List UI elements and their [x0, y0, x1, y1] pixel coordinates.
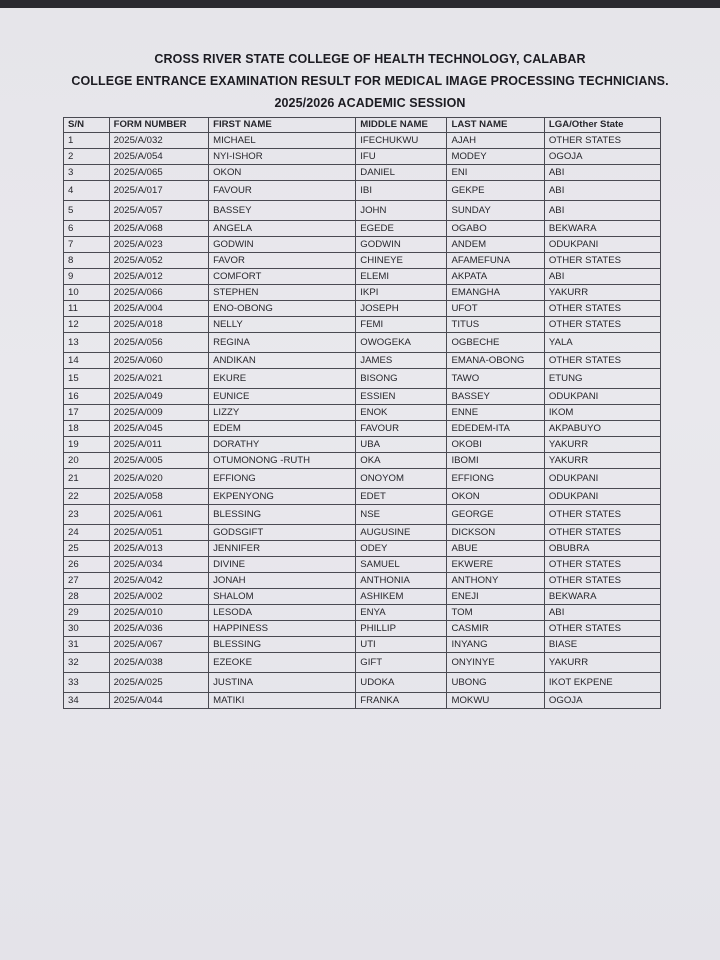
cell-sn: 14	[64, 353, 110, 369]
cell-first-name: BASSEY	[209, 201, 356, 221]
table-row	[64, 453, 661, 469]
cell-form-number: 2025/A/045	[109, 421, 209, 437]
cell-last-name: ENEJI	[447, 589, 544, 605]
cell-sn: 29	[64, 605, 110, 621]
table-row	[64, 525, 661, 541]
cell-middle-name: UTI	[356, 637, 447, 653]
cell-form-number: 2025/A/010	[109, 605, 209, 621]
cell-last-name: CASMIR	[447, 621, 544, 637]
cell-middle-name: NSE	[356, 505, 447, 525]
cell-lga: OTHER STATES	[544, 573, 660, 589]
cell-form-number: 2025/A/005	[109, 453, 209, 469]
cell-first-name: EDEM	[209, 421, 356, 437]
header-last-name: LAST NAME	[447, 118, 544, 133]
table-row	[64, 653, 661, 673]
cell-middle-name: EDET	[356, 489, 447, 505]
cell-first-name: NYI-ISHOR	[209, 149, 356, 165]
table-row	[64, 437, 661, 453]
table-row	[64, 693, 661, 709]
cell-middle-name: BISONG	[356, 369, 447, 389]
cell-last-name: EMANA-OBONG	[447, 353, 544, 369]
cell-form-number: 2025/A/036	[109, 621, 209, 637]
cell-middle-name: IKPI	[356, 285, 447, 301]
cell-first-name: BLESSING	[209, 637, 356, 653]
cell-sn: 1	[64, 133, 110, 149]
cell-middle-name: ESSIEN	[356, 389, 447, 405]
cell-last-name: MOKWU	[447, 693, 544, 709]
cell-form-number: 2025/A/002	[109, 589, 209, 605]
cell-lga: YALA	[544, 333, 660, 353]
cell-middle-name: PHILLIP	[356, 621, 447, 637]
cell-middle-name: JOSEPH	[356, 301, 447, 317]
cell-middle-name: ASHIKEM	[356, 589, 447, 605]
cell-first-name: EUNICE	[209, 389, 356, 405]
cell-form-number: 2025/A/038	[109, 653, 209, 673]
cell-middle-name: ONOYOM	[356, 469, 447, 489]
table-row	[64, 269, 661, 285]
cell-form-number: 2025/A/021	[109, 369, 209, 389]
cell-last-name: GEKPE	[447, 181, 544, 201]
cell-first-name: FAVOR	[209, 253, 356, 269]
cell-sn: 30	[64, 621, 110, 637]
cell-first-name: EKPENYONG	[209, 489, 356, 505]
cell-last-name: MODEY	[447, 149, 544, 165]
document-title: CROSS RIVER STATE COLLEGE OF HEALTH TECHNOLOGY, CALABAR	[154, 52, 586, 66]
cell-last-name: BASSEY	[447, 389, 544, 405]
cell-sn: 31	[64, 637, 110, 653]
table-row	[64, 541, 661, 557]
cell-sn: 24	[64, 525, 110, 541]
cell-last-name: ONYINYE	[447, 653, 544, 673]
table-header-row	[64, 118, 661, 133]
cell-last-name: GEORGE	[447, 505, 544, 525]
cell-middle-name: FRANKA	[356, 693, 447, 709]
table-body	[64, 133, 661, 709]
table-row	[64, 505, 661, 525]
table-row	[64, 557, 661, 573]
cell-last-name: ENNE	[447, 405, 544, 421]
cell-middle-name: GIFT	[356, 653, 447, 673]
cell-last-name: OKOBI	[447, 437, 544, 453]
paper-sheet	[0, 8, 720, 960]
table-row	[64, 621, 661, 637]
cell-last-name: UBONG	[447, 673, 544, 693]
cell-form-number: 2025/A/042	[109, 573, 209, 589]
cell-sn: 17	[64, 405, 110, 421]
cell-first-name: OKON	[209, 165, 356, 181]
cell-middle-name: ELEMI	[356, 269, 447, 285]
cell-middle-name: EGEDE	[356, 221, 447, 237]
cell-lga: YAKURR	[544, 437, 660, 453]
cell-first-name: BLESSING	[209, 505, 356, 525]
cell-first-name: LIZZY	[209, 405, 356, 421]
cell-middle-name: ANTHONIA	[356, 573, 447, 589]
cell-first-name: JENNIFER	[209, 541, 356, 557]
cell-sn: 8	[64, 253, 110, 269]
table-row	[64, 637, 661, 653]
cell-sn: 11	[64, 301, 110, 317]
cell-first-name: ANGELA	[209, 221, 356, 237]
table-row	[64, 369, 661, 389]
cell-form-number: 2025/A/020	[109, 469, 209, 489]
cell-lga: OGOJA	[544, 693, 660, 709]
cell-first-name: GODWIN	[209, 237, 356, 253]
cell-sn: 15	[64, 369, 110, 389]
cell-sn: 16	[64, 389, 110, 405]
cell-last-name: EKWERE	[447, 557, 544, 573]
table-row	[64, 489, 661, 505]
cell-form-number: 2025/A/061	[109, 505, 209, 525]
cell-middle-name: FEMI	[356, 317, 447, 333]
cell-form-number: 2025/A/025	[109, 673, 209, 693]
cell-sn: 26	[64, 557, 110, 573]
cell-first-name: EFFIONG	[209, 469, 356, 489]
cell-middle-name: GODWIN	[356, 237, 447, 253]
table-row	[64, 201, 661, 221]
cell-last-name: EDEDEM-ITA	[447, 421, 544, 437]
cell-last-name: ENI	[447, 165, 544, 181]
cell-form-number: 2025/A/066	[109, 285, 209, 301]
cell-last-name: ANDEM	[447, 237, 544, 253]
cell-lga: BEKWARA	[544, 221, 660, 237]
results-table	[63, 117, 661, 709]
cell-last-name: ANTHONY	[447, 573, 544, 589]
cell-lga: OBUBRA	[544, 541, 660, 557]
cell-form-number: 2025/A/044	[109, 693, 209, 709]
table-row	[64, 673, 661, 693]
cell-last-name: SUNDAY	[447, 201, 544, 221]
cell-middle-name: DANIEL	[356, 165, 447, 181]
cell-lga: OTHER STATES	[544, 133, 660, 149]
cell-last-name: EMANGHA	[447, 285, 544, 301]
table-row	[64, 165, 661, 181]
cell-form-number: 2025/A/068	[109, 221, 209, 237]
cell-sn: 18	[64, 421, 110, 437]
cell-middle-name: ENYA	[356, 605, 447, 621]
cell-lga: IKOT EKPENE	[544, 673, 660, 693]
cell-last-name: EFFIONG	[447, 469, 544, 489]
cell-lga: OGOJA	[544, 149, 660, 165]
cell-first-name: JUSTINA	[209, 673, 356, 693]
cell-lga: AKPABUYO	[544, 421, 660, 437]
table-row	[64, 221, 661, 237]
cell-form-number: 2025/A/012	[109, 269, 209, 285]
cell-lga: OTHER STATES	[544, 353, 660, 369]
cell-form-number: 2025/A/017	[109, 181, 209, 201]
cell-middle-name: CHINEYE	[356, 253, 447, 269]
cell-last-name: DICKSON	[447, 525, 544, 541]
cell-form-number: 2025/A/032	[109, 133, 209, 149]
table-row	[64, 149, 661, 165]
cell-sn: 20	[64, 453, 110, 469]
cell-sn: 25	[64, 541, 110, 557]
cell-first-name: DIVINE	[209, 557, 356, 573]
cell-lga: IKOM	[544, 405, 660, 421]
cell-middle-name: IFECHUKWU	[356, 133, 447, 149]
cell-form-number: 2025/A/011	[109, 437, 209, 453]
cell-first-name: EZEOKE	[209, 653, 356, 673]
cell-lga: BIASE	[544, 637, 660, 653]
cell-lga: ETUNG	[544, 369, 660, 389]
cell-middle-name: OKA	[356, 453, 447, 469]
cell-first-name: STEPHEN	[209, 285, 356, 301]
cell-first-name: FAVOUR	[209, 181, 356, 201]
cell-sn: 33	[64, 673, 110, 693]
table-row	[64, 301, 661, 317]
cell-first-name: DORATHY	[209, 437, 356, 453]
cell-middle-name: IBI	[356, 181, 447, 201]
cell-last-name: IBOMI	[447, 453, 544, 469]
cell-lga: YAKURR	[544, 453, 660, 469]
header-form-number: FORM NUMBER	[109, 118, 209, 133]
cell-last-name: INYANG	[447, 637, 544, 653]
cell-form-number: 2025/A/051	[109, 525, 209, 541]
cell-middle-name: UDOKA	[356, 673, 447, 693]
header-first-name: FIRST NAME	[209, 118, 356, 133]
cell-first-name: REGINA	[209, 333, 356, 353]
cell-sn: 12	[64, 317, 110, 333]
cell-form-number: 2025/A/018	[109, 317, 209, 333]
header-lga: LGA/Other State	[544, 118, 660, 133]
academic-session: 2025/2026 ACADEMIC SESSION	[274, 96, 466, 110]
cell-sn: 28	[64, 589, 110, 605]
cell-last-name: OKON	[447, 489, 544, 505]
table-row	[64, 589, 661, 605]
table-row	[64, 353, 661, 369]
cell-first-name: ANDIKAN	[209, 353, 356, 369]
table-row	[64, 333, 661, 353]
cell-last-name: TITUS	[447, 317, 544, 333]
cell-middle-name: IFU	[356, 149, 447, 165]
cell-first-name: HAPPINESS	[209, 621, 356, 637]
cell-last-name: ABUE	[447, 541, 544, 557]
cell-sn: 7	[64, 237, 110, 253]
cell-first-name: SHALOM	[209, 589, 356, 605]
table-row	[64, 181, 661, 201]
cell-form-number: 2025/A/056	[109, 333, 209, 353]
cell-form-number: 2025/A/023	[109, 237, 209, 253]
cell-form-number: 2025/A/058	[109, 489, 209, 505]
cell-last-name: TOM	[447, 605, 544, 621]
cell-first-name: MICHAEL	[209, 133, 356, 149]
header-sn: S/N	[64, 118, 110, 133]
cell-form-number: 2025/A/065	[109, 165, 209, 181]
cell-lga: YAKURR	[544, 285, 660, 301]
cell-sn: 19	[64, 437, 110, 453]
cell-lga: OTHER STATES	[544, 253, 660, 269]
cell-form-number: 2025/A/009	[109, 405, 209, 421]
cell-first-name: EKURE	[209, 369, 356, 389]
cell-last-name: OGBECHE	[447, 333, 544, 353]
cell-sn: 21	[64, 469, 110, 489]
cell-sn: 9	[64, 269, 110, 285]
cell-last-name: AFAMEFUNA	[447, 253, 544, 269]
cell-last-name: UFOT	[447, 301, 544, 317]
cell-form-number: 2025/A/034	[109, 557, 209, 573]
cell-last-name: AKPATA	[447, 269, 544, 285]
cell-lga: ABI	[544, 165, 660, 181]
table-row	[64, 469, 661, 489]
cell-form-number: 2025/A/052	[109, 253, 209, 269]
cell-sn: 3	[64, 165, 110, 181]
cell-lga: ABI	[544, 201, 660, 221]
cell-first-name: COMFORT	[209, 269, 356, 285]
cell-first-name: ENO-OBONG	[209, 301, 356, 317]
cell-form-number: 2025/A/013	[109, 541, 209, 557]
cell-last-name: TAWO	[447, 369, 544, 389]
document-subtitle: COLLEGE ENTRANCE EXAMINATION RESULT FOR MEDICAL IMAGE PROCESSING TECHNICIANS.	[71, 74, 669, 88]
cell-form-number: 2025/A/057	[109, 201, 209, 221]
cell-middle-name: ODEY	[356, 541, 447, 557]
table-row	[64, 389, 661, 405]
cell-lga: OTHER STATES	[544, 557, 660, 573]
table-row	[64, 237, 661, 253]
cell-lga: ABI	[544, 269, 660, 285]
cell-lga: OTHER STATES	[544, 301, 660, 317]
cell-lga: ODUKPANI	[544, 469, 660, 489]
cell-middle-name: SAMUEL	[356, 557, 447, 573]
cell-middle-name: JAMES	[356, 353, 447, 369]
cell-lga: ODUKPANI	[544, 489, 660, 505]
cell-sn: 27	[64, 573, 110, 589]
cell-form-number: 2025/A/067	[109, 637, 209, 653]
cell-sn: 22	[64, 489, 110, 505]
cell-lga: OTHER STATES	[544, 317, 660, 333]
cell-form-number: 2025/A/049	[109, 389, 209, 405]
cell-form-number: 2025/A/060	[109, 353, 209, 369]
cell-first-name: MATIKI	[209, 693, 356, 709]
cell-lga: YAKURR	[544, 653, 660, 673]
cell-lga: BEKWARA	[544, 589, 660, 605]
cell-form-number: 2025/A/054	[109, 149, 209, 165]
cell-first-name: OTUMONONG -RUTH	[209, 453, 356, 469]
cell-sn: 23	[64, 505, 110, 525]
table-row	[64, 421, 661, 437]
cell-middle-name: JOHN	[356, 201, 447, 221]
cell-middle-name: ENOK	[356, 405, 447, 421]
cell-middle-name: FAVOUR	[356, 421, 447, 437]
table-row	[64, 605, 661, 621]
cell-sn: 10	[64, 285, 110, 301]
cell-sn: 4	[64, 181, 110, 201]
table-row	[64, 253, 661, 269]
cell-sn: 34	[64, 693, 110, 709]
cell-middle-name: AUGUSINE	[356, 525, 447, 541]
cell-first-name: JONAH	[209, 573, 356, 589]
cell-sn: 5	[64, 201, 110, 221]
cell-lga: OTHER STATES	[544, 621, 660, 637]
table-row	[64, 405, 661, 421]
cell-lga: ODUKPANI	[544, 389, 660, 405]
cell-lga: ABI	[544, 181, 660, 201]
cell-sn: 2	[64, 149, 110, 165]
cell-lga: ODUKPANI	[544, 237, 660, 253]
cell-last-name: AJAH	[447, 133, 544, 149]
cell-first-name: LESODA	[209, 605, 356, 621]
cell-sn: 32	[64, 653, 110, 673]
cell-lga: OTHER STATES	[544, 525, 660, 541]
cell-lga: ABI	[544, 605, 660, 621]
table-row	[64, 133, 661, 149]
cell-lga: OTHER STATES	[544, 505, 660, 525]
cell-first-name: GODSGIFT	[209, 525, 356, 541]
table-row	[64, 573, 661, 589]
cell-middle-name: UBA	[356, 437, 447, 453]
cell-middle-name: OWOGEKA	[356, 333, 447, 353]
header-middle-name: MIDDLE NAME	[356, 118, 447, 133]
table-row	[64, 285, 661, 301]
cell-last-name: OGABO	[447, 221, 544, 237]
table-row	[64, 317, 661, 333]
cell-sn: 13	[64, 333, 110, 353]
cell-first-name: NELLY	[209, 317, 356, 333]
cell-form-number: 2025/A/004	[109, 301, 209, 317]
cell-sn: 6	[64, 221, 110, 237]
